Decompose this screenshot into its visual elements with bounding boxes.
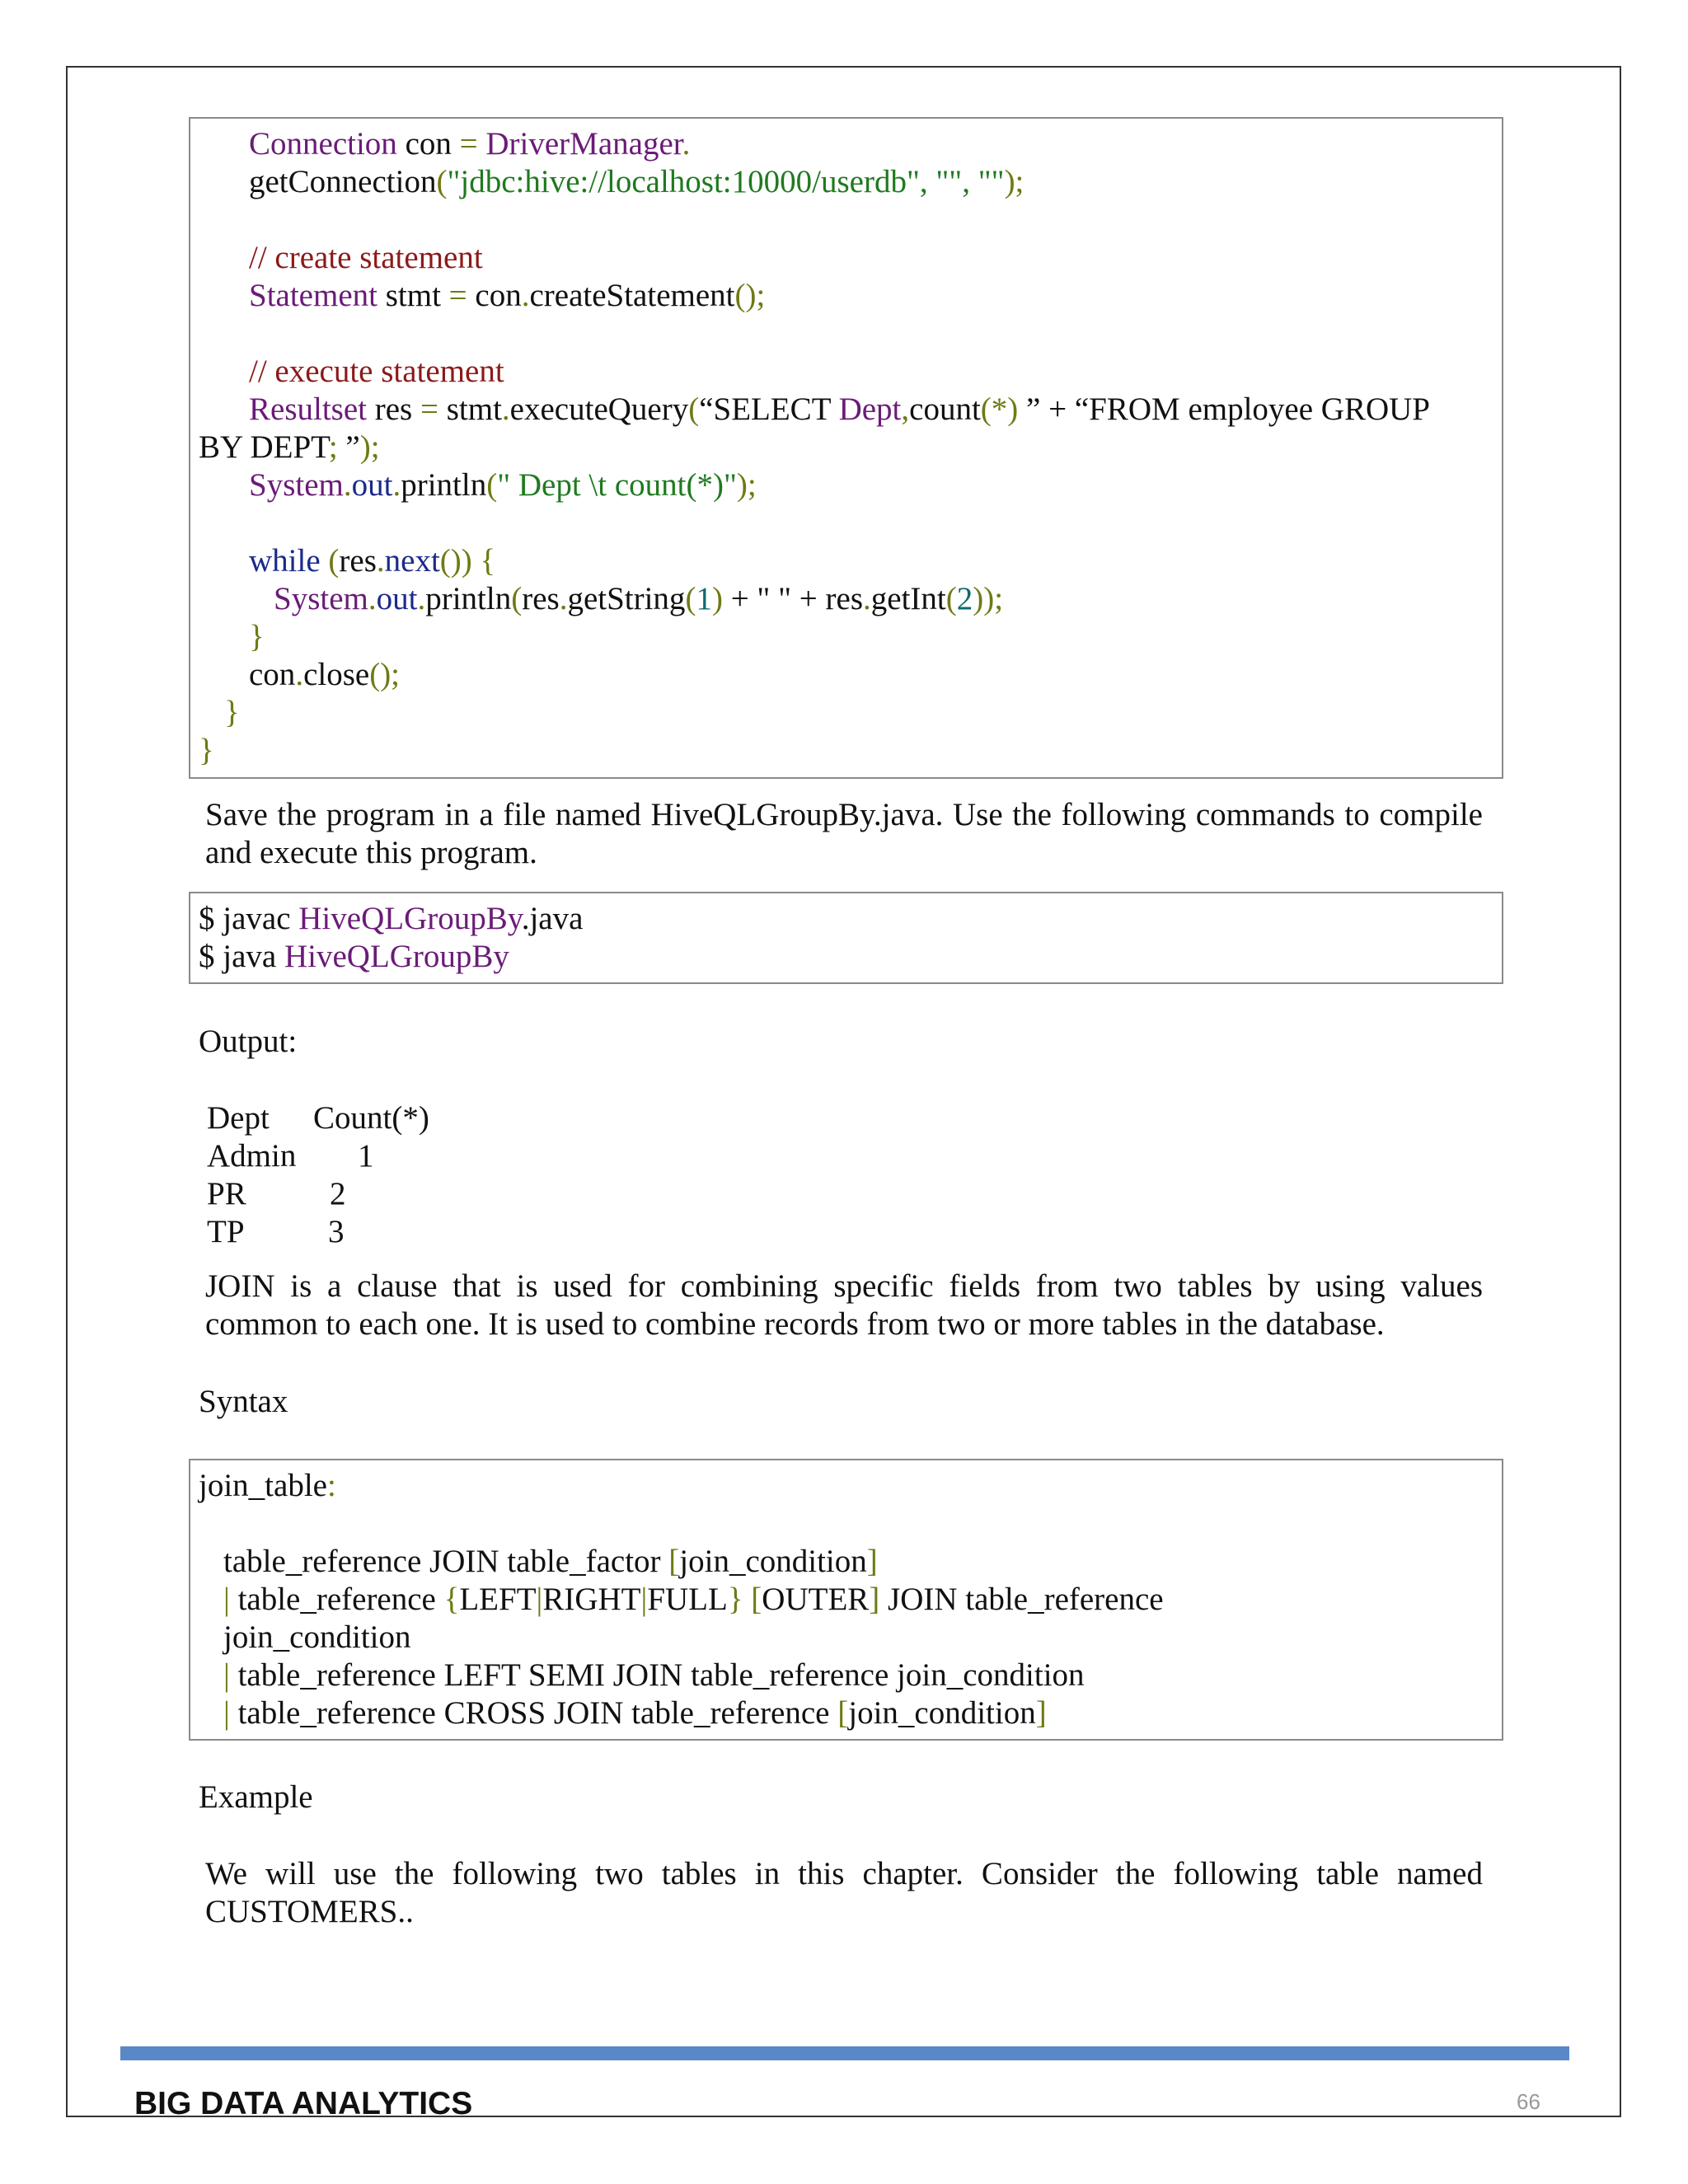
example-label: Example	[199, 1779, 313, 1815]
code-token: System	[249, 467, 344, 503]
code-token: ]	[869, 1582, 880, 1617]
code-token: getConnection	[249, 164, 437, 199]
code-token: con	[467, 278, 522, 313]
code-token: con	[249, 657, 296, 692]
page-number: 66	[1517, 2089, 1540, 2114]
code-token: executeQuery	[509, 391, 689, 427]
code-line	[223, 1619, 411, 1657]
code-token: join_condition	[848, 1695, 1036, 1731]
output-header-count: Count(*)	[313, 1100, 429, 1136]
code-token: .	[295, 657, 304, 692]
code-token: .	[368, 581, 377, 616]
code-line	[223, 1694, 1047, 1732]
code-token: close	[303, 657, 370, 692]
code-token: }	[249, 619, 265, 654]
output-label: Output:	[199, 1024, 298, 1059]
code-token: stmt	[377, 278, 449, 313]
code-token: .java	[521, 901, 584, 936]
output-row-count: 3	[328, 1214, 345, 1249]
code-line	[249, 466, 757, 504]
code-token: $ javac	[199, 901, 299, 936]
code-line	[224, 694, 240, 732]
code-token: |	[223, 1695, 230, 1731]
code-line	[249, 163, 1024, 201]
code-line	[249, 618, 265, 656]
code-token: table_reference CROSS JOIN table_reference	[229, 1695, 838, 1731]
code-token: LEFT	[459, 1582, 537, 1617]
code-token: ”	[337, 429, 360, 465]
code-token: .	[682, 126, 691, 162]
output-row-dept: PR	[207, 1176, 246, 1212]
code-token: count	[909, 391, 981, 427]
code-token: Dept	[838, 391, 902, 427]
code-token: [	[837, 1695, 849, 1731]
code-token	[321, 543, 329, 579]
code-token: (	[688, 391, 700, 427]
code-token: [	[668, 1544, 680, 1579]
code-token: .	[392, 467, 401, 503]
code-token: ” + “FROM employee GROUP	[1018, 391, 1430, 427]
code-token: + " " +	[722, 581, 826, 616]
code-token: );	[736, 467, 757, 503]
output-row-dept: Admin	[207, 1138, 297, 1174]
code-token: ;	[328, 429, 338, 465]
code-token: .	[376, 543, 385, 579]
code-token: |	[640, 1582, 648, 1617]
code-token: )	[711, 581, 723, 616]
code-token: );	[1004, 164, 1025, 199]
code-token: res	[825, 581, 864, 616]
code-line	[249, 277, 765, 315]
code-token: ();	[734, 278, 766, 313]
code-token: join_condition	[223, 1619, 411, 1655]
code-token: 1	[696, 581, 712, 616]
code-token: ()) {	[439, 543, 496, 579]
code-line	[199, 1467, 336, 1505]
tables-intro-paragraph: We will use the following two tables in this chapter. Consider the following table named CUSTOMERS..	[205, 1856, 1483, 1929]
code-token: Resultset	[249, 391, 367, 427]
code-token: JOIN table_reference	[879, 1582, 1164, 1617]
code-token: while	[249, 543, 321, 579]
code-token: .	[863, 581, 871, 616]
code-token: :	[326, 1468, 336, 1503]
code-line	[249, 391, 1430, 429]
code-token: println	[401, 467, 487, 503]
code-token: (	[685, 581, 696, 616]
code-token: “SELECT	[699, 391, 839, 427]
code-token: |	[536, 1582, 543, 1617]
code-token: DriverManager	[477, 126, 682, 162]
code-line	[249, 353, 504, 391]
code-token: stmt	[438, 391, 502, 427]
code-line	[249, 239, 483, 277]
join-description-paragraph: JOIN is a clause that is used for combining specific fields from two tables by using values common to each one. It is used to combine records from two or more tables in the database.	[205, 1268, 1483, 1342]
code-token: (	[511, 581, 523, 616]
code-token: " Dept \t count(*)"	[497, 467, 737, 503]
code-token: res	[339, 543, 377, 579]
code-token: |	[223, 1657, 230, 1693]
code-token: }	[727, 1582, 743, 1617]
code-line	[199, 429, 380, 466]
code-line	[274, 580, 1003, 618]
code-token: ();	[369, 657, 401, 692]
code-token: (*)	[980, 391, 1019, 427]
code-token: HiveQLGroupBy	[298, 901, 522, 936]
code-token: $ java	[199, 939, 284, 974]
code-token: table_reference	[229, 1582, 444, 1617]
code-line	[249, 125, 690, 163]
output-header-dept: Dept	[207, 1100, 270, 1136]
code-token: .	[501, 391, 510, 427]
code-token: .	[521, 278, 530, 313]
code-token: (	[486, 467, 498, 503]
code-token	[743, 1582, 752, 1617]
code-token: next	[384, 543, 440, 579]
code-token: con	[396, 126, 460, 162]
code-token: =	[420, 391, 438, 427]
code-token: table_reference JOIN table_factor	[223, 1544, 669, 1579]
code-token: Statement	[249, 278, 377, 313]
code-line	[223, 1543, 878, 1581]
code-line	[223, 1657, 1085, 1694]
code-token: FULL	[647, 1582, 728, 1617]
code-token: // create statement	[249, 240, 483, 275]
code-token: join_condition	[679, 1544, 867, 1579]
footer-rule	[120, 2046, 1569, 2060]
code-token: Connection	[249, 126, 397, 162]
code-token: .	[559, 581, 568, 616]
output-row-count: 1	[358, 1138, 374, 1174]
save-instructions-paragraph: Save the program in a file named HiveQLGroupBy.java. Use the following commands to compile and execute this program.	[205, 797, 1483, 870]
code-token: =	[448, 278, 467, 313]
footer-title: BIG DATA ANALYTICS	[134, 2086, 473, 2121]
code-token: OUTER	[762, 1582, 870, 1617]
code-token: {	[443, 1582, 460, 1617]
code-token: BY DEPT	[199, 429, 329, 465]
code-line	[223, 1581, 1164, 1619]
code-token: [	[751, 1582, 762, 1617]
code-token: }	[199, 733, 214, 768]
code-token: System	[274, 581, 368, 616]
code-token: table_reference LEFT SEMI JOIN table_reference join_condition	[229, 1657, 1085, 1693]
code-token: (	[945, 581, 957, 616]
code-token: }	[224, 695, 240, 730]
code-token: out	[376, 581, 418, 616]
code-token: ]	[866, 1544, 878, 1579]
code-token: .	[417, 581, 426, 616]
code-token: res	[522, 581, 560, 616]
code-token: join_table	[199, 1468, 327, 1503]
code-token: (	[328, 543, 340, 579]
code-token: getString	[567, 581, 686, 616]
code-line	[249, 542, 495, 580]
code-token: "jdbc:hive://localhost:10000/userdb", "", ""	[447, 164, 1005, 199]
code-token: =	[459, 126, 478, 162]
code-token: 2	[956, 581, 973, 616]
code-token: );	[359, 429, 380, 465]
output-row-count: 2	[330, 1176, 346, 1212]
code-token: RIGHT	[542, 1582, 641, 1617]
code-token: ));	[973, 581, 1004, 616]
code-token: .	[343, 467, 352, 503]
code-token: createStatement	[529, 278, 735, 313]
output-row-dept: TP	[207, 1214, 245, 1249]
code-token: println	[425, 581, 512, 616]
code-token: out	[351, 467, 393, 503]
code-line	[199, 938, 509, 976]
code-token: ,	[901, 391, 910, 427]
code-line	[199, 900, 583, 938]
code-token: ]	[1035, 1695, 1047, 1731]
code-token: |	[223, 1582, 230, 1617]
code-line	[199, 732, 214, 770]
syntax-label: Syntax	[199, 1384, 288, 1419]
code-line	[249, 656, 400, 694]
code-token: res	[367, 391, 420, 427]
code-token: // execute statement	[249, 354, 504, 389]
code-token: HiveQLGroupBy	[284, 939, 509, 974]
code-token: getInt	[870, 581, 946, 616]
code-token: (	[436, 164, 448, 199]
